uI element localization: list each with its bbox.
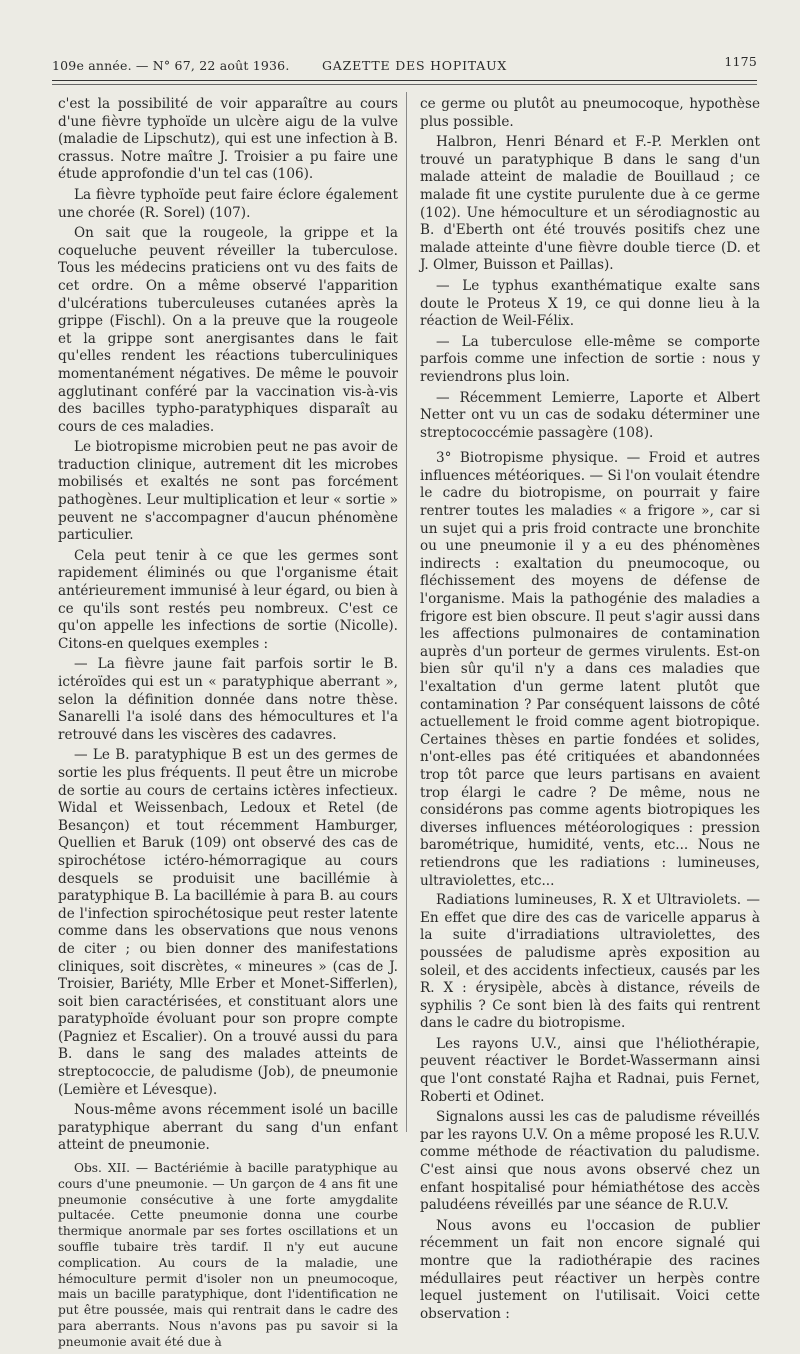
paragraph: — Le typhus exanthématique exalte sans doute le Proteus X 19, ce qui donne lieu à la réaction de Weil-Félix.	[420, 277, 760, 330]
running-header	[52, 54, 757, 76]
observation-note: Obs. XII. — Bactériémie à bacille paratyphique au cours d'une pneumonie. — Un garçon de 4 ans fit une pneumonie consécutive à une forte amygdalite pultacée. Cette pneumonie donna une courbe thermique anormale par ses fortes oscillations et un souffle tubaire très tardif. Il n'y eut aucune complication. Au cours de la maladie, une hémoculture permit d'isoler non un pneumocoque, mais un bacille paratyphique, dont l'identification ne put être poussée, mais qui rentrait dans le cadre des para aberrants. Nous n'avons pas pu savoir si la pneumonie avait été due à	[58, 1161, 398, 1349]
column-divider	[406, 92, 407, 1132]
paragraph: Nous avons eu l'occasion de publier récemment un fait non encore signalé qui montre que la radiothérapie des racines médullaires peut réactiver un herpès contre lequel justement on l'utilisait. Voici cette observation :	[420, 1217, 760, 1322]
paragraph: Les rayons U.V., ainsi que l'héliothérapie, peuvent réactiver le Bordet-Wassermann ainsi que l'ont constaté Rajha et Radnai, puis Fernet, Roberti et Odinet.	[420, 1035, 760, 1105]
paragraph: — La fièvre jaune fait parfois sortir le B. ictéroïdes qui est un « paratyphique aberrant », selon la définition donnée dans notre thèse. Sanarelli l'a isolé dans des hémocultures et l'a retrouvé dans les viscères des cadavres.	[58, 656, 398, 743]
paragraph: — La tuberculose elle-même se comporte parfois comme une infection de sortie : nous y reviendrons plus loin.	[420, 333, 760, 385]
paragraph: Cela peut tenir à ce que les germes sont rapidement éliminés ou que l'organisme était antérieurement immunisé à leur égard, ou bien à ce qu'ils sont restés peu nombreux. C'est ce qu'on appelle les infections de sortie (Nicolle). Citons-en quelques exemples :	[58, 547, 398, 652]
issue-info: 109e année. — N° 67, 22 août 1936.	[52, 58, 290, 73]
paragraph: — Le B. paratyphique B est un des germes de sortie les plus fréquents. Il peut être un microbe de sortie au cours de certains ictères infectieux. Widal et Weissenbach, Ledoux et Retel (de Besançon) et tout récemment Hamburger, Quellien et Baruk (109) ont observé des cas de spirochétose ictéro-hémorragique au cours desquels se produisit une bacillémie à paratyphique B. La bacillémie à para B. au cours de l'infection spirochétosique peut rester latente comme dans les observations que nous venons de citer ; ou bien donner des manifestations cliniques, soit discrètes, « mineures » (cas de J. Troisier, Bariéty, Mlle Erber et Monet-Sifferlen), soit bien caractérisées, et constituant alors une paratyphoïde évoluant pour son propre compte (Pagniez et Escalier). On a trouvé aussi du para B. dans le sang des malades atteints de streptococcie, de paludisme (Job), de pneumonie (Lemière et Lévesque).	[58, 747, 398, 1098]
section-heading: 3° Biotropisme physique. — Froid et autres influences météoriques. — Si l'on voulait étendre le cadre du biotropisme, on pourrait y faire rentrer toutes les maladies « a frigore », car si un sujet qui a pris froid contracte une bronchite ou une pneumonie il y a eu des phénomènes indirects : exaltation du pneumocoque, ou fléchissement des moyens de défense de l'organisme. Mais la pathogénie des maladies a frigore est bien obscure. Il peut s'agir aussi dans les affections pulmonaires de contamination auprès d'un porteur de germes virulents. Est-on bien sûr qu'il n'y a dans ces maladies que l'exaltation d'un germe latent plutôt que contamination ? Par conséquent laissons de côté actuellement le froid comme agent biotropique. Certaines thèses en partie fondées et solides, n'ont-elles pas été critiquées et abandonnées trop tôt parce que leurs partisans en avaient trop élargi le cadre ? De même, nous ne considérons pas comme agents biotropiques les diverses influences météorologiques : pression barométrique, humidité, vents, etc... Nous ne retiendrons que les radiations : lumineuses, ultraviolettes, etc...	[420, 450, 760, 889]
journal-title: GAZETTE DES HOPITAUX	[322, 58, 508, 73]
paragraph: c'est la possibilité de voir apparaître au cours d'une fièvre typhoïde un ulcère aigu de la vulve (maladie de Lipschutz), qui est une infection à B. crassus. Notre maître J. Troisier a pu faire une étude approfondie d'un tel cas (106).	[58, 96, 398, 183]
paragraph: On sait que la rougeole, la grippe et la coqueluche peuvent réveiller la tuberculose. Tous les médecins praticiens ont vu des faits de cet ordre. On a même observé l'apparition d'ulcérations tuberculeuses cutanées après la grippe (Fischl). On a la preuve que la rougeole et la grippe sont anergisantes dans le fait qu'elles rendent les réactions tuberculiniques momentanément négatives. De même le pouvoir agglutinant conféré par la vaccination vis-à-vis des bacilles typho-paratyphiques disparaît au cours de ces maladies.	[58, 225, 398, 435]
paragraph: Nous-même avons récemment isolé un bacille paratyphique aberrant du sang d'un enfant atteint de pneumonie.	[58, 1102, 398, 1154]
left-column	[58, 96, 398, 1354]
header-rule	[52, 80, 757, 81]
paragraph: Halbron, Henri Bénard et F.-P. Merklen ont trouvé un paratyphique B dans le sang d'un malade atteint de maladie de Bouillaud ; ce malade fit une cystite purulente due à ce germe (102). Une hémoculture et un sérodiagnostic au B. d'Eberth ont été trouvés positifs chez une malade atteinte d'une fièvre double tierce (D. et J. Olmer, Buisson et Paillas).	[420, 134, 760, 274]
paragraph: Signalons aussi les cas de paludisme réveillés par les rayons U.V. On a même proposé les R.U.V. comme méthode de réactivation du paludisme. C'est ainsi que nous avons observé chez un enfant hospitalisé pour hémiathétose des accès paludéens réveillés par une séance de R.U.V.	[420, 1109, 760, 1214]
page-number: 1175	[724, 54, 757, 69]
right-column	[420, 96, 760, 1326]
paragraph: La fièvre typhoïde peut faire éclore également une chorée (R. Sorel) (107).	[58, 186, 398, 221]
header-rule-secondary	[52, 84, 757, 85]
paragraph: Le biotropisme microbien peut ne pas avoir de traduction clinique, autrement dit les microbes mobilisés et exaltés ne sont pas forcément pathogènes. Leur multiplication et leur « sortie » peuvent ne s'accompagner d'aucun phénomène particulier.	[58, 439, 398, 544]
paragraph: ce germe ou plutôt au pneumocoque, hypothèse plus possible.	[420, 96, 760, 130]
paragraph: Radiations lumineuses, R. X et Ultraviolets. — En effet que dire des cas de varicelle apparus à la suite d'irradiations ultraviolettes, des poussées de paludisme après exposition au soleil, et des accidents infectieux, causés par les R. X : érysipèle, abcès à distance, réveils de syphilis ? Ce sont bien là des faits qui rentrent dans le cadre du biotropisme.	[420, 892, 760, 1032]
paragraph: — Récemment Lemierre, Laporte et Albert Netter ont vu un cas de sodaku déterminer une streptococcémie passagère (108).	[420, 389, 760, 441]
